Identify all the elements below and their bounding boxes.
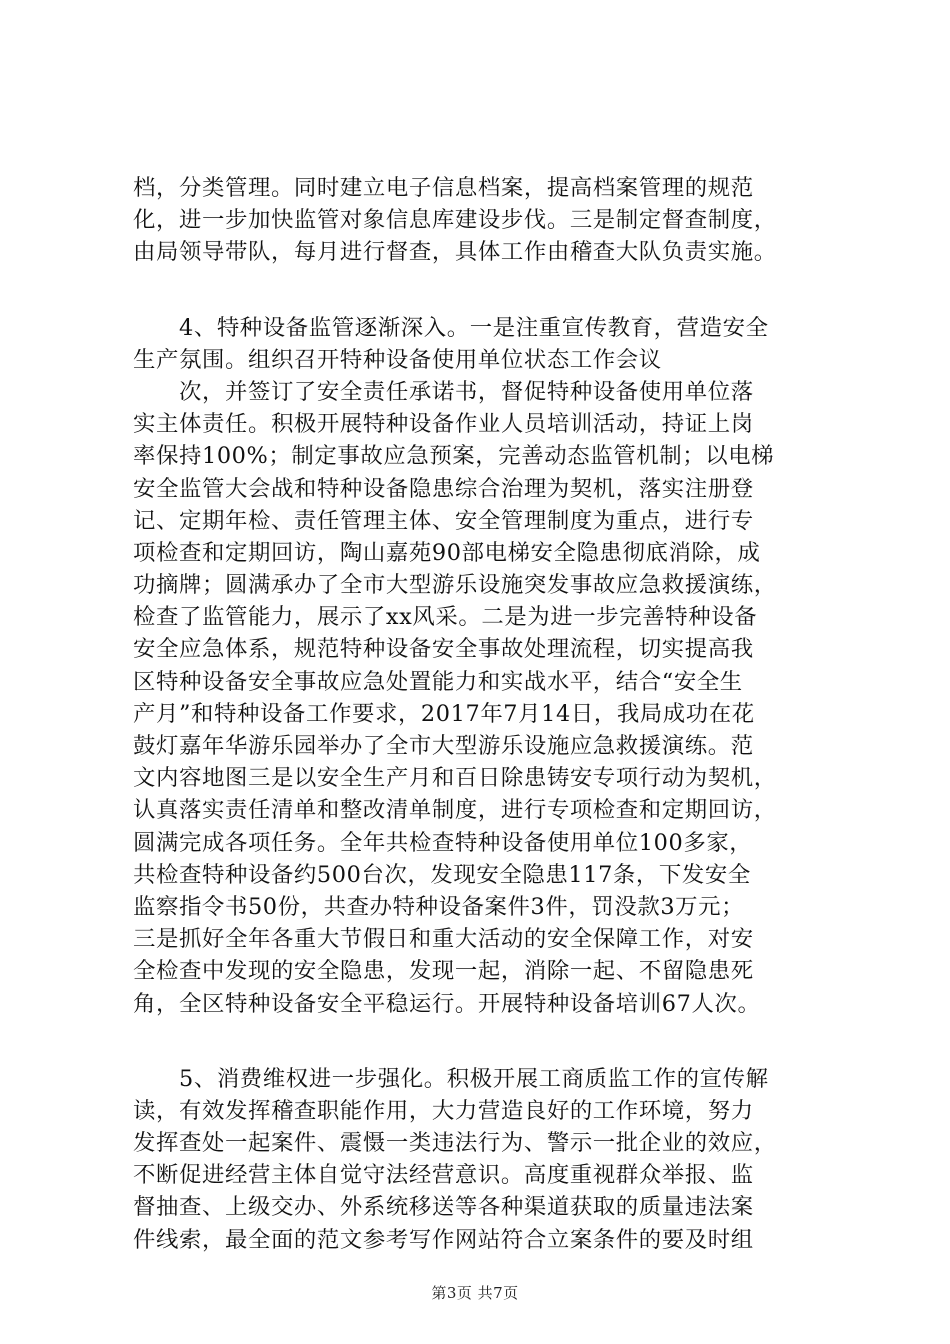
text-line: 率保持100%；制定事故应急预案，完善动态监管机制；以电梯 bbox=[133, 443, 775, 470]
text-line: 功摘牌；圆满承办了全市大型游乐设施突发事故应急救援演练， bbox=[133, 572, 777, 599]
text-line: 4、特种设备监管逐渐深入。一是注重宣传教育，营造安全 bbox=[133, 314, 769, 341]
text-line: 记、定期年检、责任管理主体、安全管理制度为重点，进行专 bbox=[133, 507, 754, 534]
text-line: 认真落实责任清单和整改清单制度，进行专项检查和定期回访， bbox=[133, 797, 777, 824]
text-line: 件线索，最全面的范文参考写作网站符合立案条件的要及时组 bbox=[133, 1226, 754, 1253]
page-number-label: 第3页 共7页 bbox=[431, 1284, 519, 1302]
page-footer bbox=[0, 1282, 950, 1303]
text-line: 档，分类管理。同时建立电子信息档案，提高档案管理的规范 bbox=[133, 175, 754, 201]
text-line: 读，有效发挥稽查职能作用，大力营造良好的工作环境，努力 bbox=[133, 1097, 754, 1124]
text-line: 文内容地图三是以安全生产月和百日除患铸安专项行动为契机， bbox=[133, 765, 777, 792]
text-line: 生产氛围。组织召开特种设备使用单位状态工作会议 bbox=[133, 346, 662, 373]
text-line: 安全应急体系，规范特种设备安全事故处理流程，切实提高我 bbox=[133, 636, 754, 663]
text-line: 区特种设备安全事故应急处置能力和实战水平，结合“安全生 bbox=[133, 668, 743, 695]
paragraph-gap bbox=[133, 269, 833, 312]
text-line: 角，全区特种设备安全平稳运行。开展特种设备培训67人次。 bbox=[133, 990, 761, 1017]
text-line: 由局领导带队，每月进行督查，具体工作由稽查大队负责实施。 bbox=[133, 239, 777, 266]
text-line: 不断促进经营主体自觉守法经营意识。高度重视群众举报、监 bbox=[133, 1162, 754, 1189]
text-line: 检查了监管能力，展示了xx风采。二是为进一步完善特种设备 bbox=[133, 604, 758, 631]
paragraph-special-equipment bbox=[133, 312, 833, 1020]
text-line: 项检查和定期回访，陶山嘉苑90部电梯安全隐患彻底消除，成 bbox=[133, 539, 761, 566]
text-line: 督抽查、上级交办、外系统移送等各种渠道获取的质量违法案 bbox=[133, 1194, 754, 1221]
paragraph-archive-management bbox=[133, 172, 833, 269]
text-line: 发挥查处一起案件、震慑一类违法行为、警示一批企业的效应， bbox=[133, 1130, 777, 1157]
paragraph-gap bbox=[133, 1020, 833, 1063]
text-line: 化，进一步加快监管对象信息库建设步伐。三是制定督查制度， bbox=[133, 207, 777, 234]
text-line: 安全监管大会战和特种设备隐患综合治理为契机，落实注册登 bbox=[133, 475, 754, 502]
text-line: 鼓灯嘉年华游乐园举办了全市大型游乐设施应急救援演练。范 bbox=[133, 733, 754, 759]
text-line: 实主体责任。积极开展特种设备作业人员培训活动，持证上岗 bbox=[133, 411, 754, 438]
text-line: 产月”和特种设备工作要求，2017年7月14日，我局成功在花 bbox=[133, 700, 755, 727]
text-line: 全检查中发现的安全隐患，发现一起，消除一起、不留隐患死 bbox=[133, 958, 754, 985]
text-line: 三是抓好全年各重大节假日和重大活动的安全保障工作，对安 bbox=[133, 926, 754, 953]
text-line: 监察指令书50份，共查办特种设备案件3件，罚没款3万元； bbox=[133, 893, 745, 920]
document-body bbox=[133, 172, 833, 1256]
text-line: 次，并签订了安全责任承诺书，督促特种设备使用单位落 bbox=[133, 378, 754, 405]
text-line: 圆满完成各项任务。全年共检查特种设备使用单位100多家， bbox=[133, 829, 753, 856]
text-line: 5、消费维权进一步强化。积极开展工商质监工作的宣传解 bbox=[133, 1065, 769, 1092]
paragraph-consumer-rights bbox=[133, 1063, 833, 1256]
text-line: 共检查特种设备约500台次，发现安全隐患117条，下发安全 bbox=[133, 861, 751, 888]
